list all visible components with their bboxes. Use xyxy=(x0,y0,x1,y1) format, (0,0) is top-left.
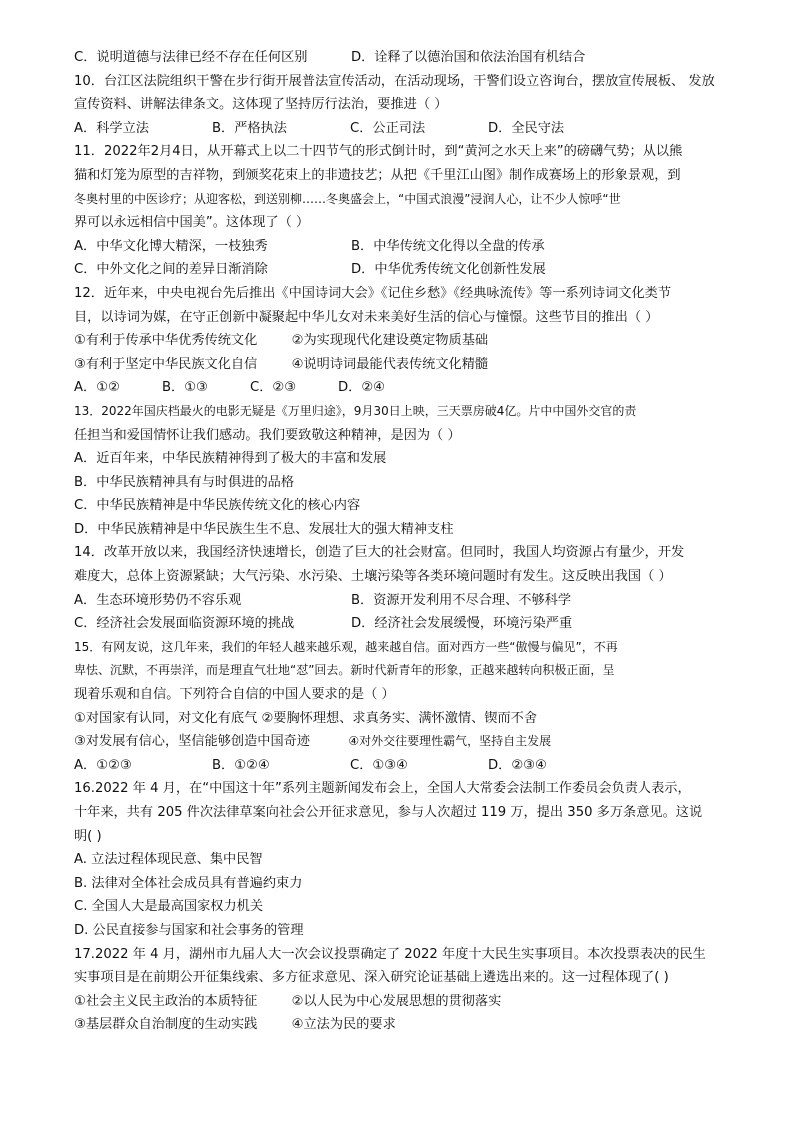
q14-option-a[interactable]: A．生态环境形势仍不容乐观 xyxy=(74,592,242,608)
q17-item-2: ②以人民为中心发展思想的贯彻落实 xyxy=(291,993,502,1009)
q11-option-b[interactable]: B．中华传统文化得以全盘的传承 xyxy=(351,238,545,254)
q9-option-c[interactable]: C．说明道德与法律已经不存在任何区别 xyxy=(74,50,308,65)
q16-option-b[interactable]: B. 法律对全体社会成员具有普遍约束力 xyxy=(74,875,303,891)
q11-option-a[interactable]: A．中华文化博大精深，一枝独秀 xyxy=(74,238,268,254)
q15-stem-1: 15．有网友说，这几年来，我们的年轻人越来越乐观，越来越自信。面对西方一些“傲慢与偏见”，不再 xyxy=(74,639,618,654)
exam-page xyxy=(74,46,730,1037)
q14-option-b[interactable]: B．资源开发利用不尽合理、不够科学 xyxy=(351,592,572,608)
q16-stem-1: 16.2022 年 4 月，在“中国这十年”系列主题新闻发布会上，全国人大常委会法制工作委员会负责人表示， xyxy=(74,781,691,797)
q15-item-4: ④对外交往要理性霸气，坚持自主发展 xyxy=(348,734,552,749)
q12-items-12 xyxy=(74,329,730,353)
q17-item-4: ④立法为民的要求 xyxy=(291,1017,396,1033)
q12-stem-1: 12．近年来，中央电视台先后推出《中国诗词大会》《记住乡愁》《经典咏流传》等一系列诗词文化类节 xyxy=(74,285,672,301)
q10-option-a[interactable]: A．科学立法 xyxy=(74,120,149,136)
q17-stem-2: 实事项目是在前期公开征集线索、多方征求意见、深入研究论证基础上遴选出来的。这一过程体现了( ) xyxy=(74,970,669,986)
q12-option-d[interactable]: D．②④ xyxy=(338,380,385,396)
q15-items-12: ①对国家有认同，对文化有底气 ②要胸怀理想、求真务实、满怀激情、锲而不舍 xyxy=(74,710,538,726)
q12-stem-2: 目，以诗词为媒，在守正创新中凝聚起中华儿女对未来美好生活的信心与憧憬。这些节目的推出（ ） xyxy=(74,309,659,325)
q15-item-3: ③对发展有信心，坚信能够创造中国奇迹 xyxy=(74,734,311,750)
q10-stem-1: 10．台江区法院组织干警在步行街开展普法宣传活动，在活动现场，干警们设立咨询台，摆放宣传展板、 发放 xyxy=(74,73,715,89)
q15-options xyxy=(74,754,730,778)
q11-option-c[interactable]: C．中外文化之间的差异日渐消除 xyxy=(74,262,268,278)
q10-stem-2: 宣传资料、讲解法律条文。这体现了坚持厉行法治，要推进（ ） xyxy=(74,97,448,113)
q15-option-d[interactable]: D．②③④ xyxy=(488,757,547,773)
q11-stem-2: 猫和灯笼为原型的吉祥物，到颁奖花束上的非遗技艺；从把《千里江山图》制作成赛场上的形象景观，到 xyxy=(74,167,681,183)
q13-option-c[interactable]: C．中华民族精神是中华民族传统文化的核心内容 xyxy=(74,498,361,514)
q11-options-cd xyxy=(74,258,730,282)
q12-option-c[interactable]: C．②③ xyxy=(250,380,297,396)
q12-item-1: ①有利于传承中华优秀传统文化 xyxy=(74,333,258,349)
q12-items-34 xyxy=(74,353,730,377)
q15-option-a[interactable]: A．①②③ xyxy=(74,757,132,773)
q16-option-d[interactable]: D. 公民直接参与国家和社会事务的管理 xyxy=(74,922,304,938)
q17-item-1: ①社会主义民主政治的本质特征 xyxy=(74,993,258,1009)
q15-stem-2: 卑怯、沉默，不再崇洋，而是理直气壮地“怼”回去。新时代新青年的形象，正越来越转向积极正面，呈 xyxy=(74,663,615,678)
q11-stem-4: 界可以永远相信中国美”。这体现了（ ） xyxy=(74,215,310,231)
q13-option-d[interactable]: D．中华民族精神是中华民族生生不息、发展壮大的强大精神支柱 xyxy=(74,521,454,537)
q9-options-cd xyxy=(74,46,730,70)
q15-stem-3: 现着乐观和自信。下列符合自信的中国人要求的是（ ） xyxy=(74,687,395,703)
q16-stem-3: 明( ) xyxy=(74,828,102,844)
q16-option-a[interactable]: A. 立法过程体现民意、集中民智 xyxy=(74,852,263,868)
q12-item-3: ③有利于坚定中华民族文化自信 xyxy=(74,356,258,372)
q12-option-b[interactable]: B．①③ xyxy=(162,380,208,396)
q14-stem-1: 14．改革开放以来，我国经济快速增长，创造了巨大的社会财富。但同时，我国人均资源占有量少，开发 xyxy=(74,545,685,561)
q13-stem-2: 任担当和爱国情怀让我们感动。我们要致敬这种精神，是因为（ ） xyxy=(74,427,461,443)
q12-options xyxy=(74,376,730,400)
q17-stem-1: 17.2022 年 4 月，湖州市九届人大一次会议投票确定了 2022 年度十大民生实事项目。本次投票表决的民生 xyxy=(74,946,706,962)
q12-item-4: ④说明诗词最能代表传统文化精髓 xyxy=(291,356,489,372)
q17-items-12 xyxy=(74,990,730,1014)
q13-option-a[interactable]: A．近百年来，中华民族精神得到了极大的丰富和发展 xyxy=(74,451,387,467)
q15-option-b[interactable]: B．①②④ xyxy=(212,757,270,773)
q17-item-3: ③基层群众自治制度的生动实践 xyxy=(74,1017,258,1033)
q14-option-c[interactable]: C．经济社会发展面临资源环境的挑战 xyxy=(74,616,295,632)
q16-option-c[interactable]: C. 全国人大是最高国家权力机关 xyxy=(74,899,264,915)
q10-option-b[interactable]: B．严格执法 xyxy=(212,120,287,136)
q15-option-c[interactable]: C．①③④ xyxy=(350,757,408,773)
q14-options-cd xyxy=(74,612,730,636)
q11-stem-1: 11．2022年2月4日，从开幕式上以二十四节气的形式倒计时，到“黄河之水天上来”的磅礴气势；从以熊 xyxy=(74,144,683,160)
q14-option-d[interactable]: D．经济社会发展缓慢，环境污染严重 xyxy=(351,616,573,632)
q16-stem-2: 十年来，共有 205 件次法律草案向社会公开征求意见，参与人次超过 119 万，提出 350 多万条意见。这说 xyxy=(74,805,703,820)
q15-items-34 xyxy=(74,730,730,754)
q10-option-d[interactable]: D．全民守法 xyxy=(488,120,565,136)
q13-stem-1: 13．2022年国庆档最火的电影无疑是《万里归途》，9月30日上映，三天票房破4亿。片中中国外交官的责 xyxy=(74,403,637,418)
q12-item-2: ②为实现现代化建设奠定物质基础 xyxy=(291,333,489,349)
q11-option-d[interactable]: D．中华优秀传统文化创新性发展 xyxy=(351,262,546,278)
q12-option-a[interactable]: A．①② xyxy=(74,380,120,396)
q14-options-ab xyxy=(74,589,730,613)
q17-items-34 xyxy=(74,1013,730,1037)
q11-options-ab xyxy=(74,235,730,259)
q13-option-b[interactable]: B．中华民族精神具有与时俱进的品格 xyxy=(74,474,295,490)
q14-stem-2: 难度大，总体上资源紧缺；大气污染、水污染、土壤污染等各类环境问题时有发生。这反映出我国（ ） xyxy=(74,569,672,585)
q9-option-d[interactable]: D．诠释了以德治国和依法治国有机结合 xyxy=(351,50,586,65)
q11-stem-3: 冬奥村里的中医诊疗；从迎客松，到送别柳……冬奥盛会上，“中国式浪漫”浸润人心，让不少人惊呼“世 xyxy=(74,191,621,206)
q10-option-c[interactable]: C．公正司法 xyxy=(350,120,426,136)
q10-options xyxy=(74,117,730,141)
